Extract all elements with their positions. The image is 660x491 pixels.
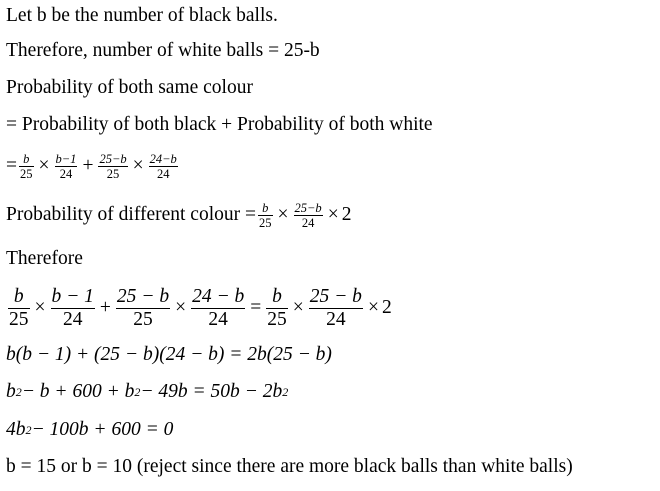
numerator: 25−b bbox=[294, 200, 322, 215]
fraction-25-minus-b-over-24 bbox=[294, 201, 323, 230]
line-quadratic: 4b 2 − 100b + 600 = 0 bbox=[6, 419, 174, 440]
denominator: 24 bbox=[62, 308, 83, 330]
line-expanded-squares: b 2 − b + 600 + b 2 − 49b = 50b − 2b 2 bbox=[6, 381, 289, 402]
fraction-25-minus-b-over-24 bbox=[309, 286, 363, 331]
denominator: 24 bbox=[301, 215, 315, 230]
times-sign: × bbox=[38, 155, 50, 176]
numerator: 24 − b bbox=[192, 285, 245, 307]
text-therefore: Therefore bbox=[6, 248, 83, 269]
denominator: 24 bbox=[156, 166, 170, 181]
fraction-b-minus-1-over-24 bbox=[51, 286, 95, 331]
times-sign: × bbox=[327, 204, 339, 225]
times-sign: × bbox=[132, 155, 144, 176]
times-sign: × bbox=[34, 297, 46, 318]
fraction-b-over-25 bbox=[19, 152, 34, 181]
term-end: − 49b = 50b − 2b bbox=[140, 381, 283, 402]
numerator: b bbox=[262, 200, 269, 215]
line-same-colour bbox=[6, 76, 253, 100]
text-same-colour: Probability of both same colour bbox=[6, 77, 253, 98]
line-different-colour bbox=[6, 196, 351, 234]
fraction-25-minus-b-over-25 bbox=[98, 152, 127, 181]
numerator: b bbox=[23, 151, 30, 166]
line-expanded-equation bbox=[6, 343, 332, 367]
times-sign: × bbox=[367, 297, 379, 318]
fraction-24-minus-b-over-24 bbox=[191, 286, 245, 331]
term-middle: − b + 600 + b bbox=[21, 381, 135, 402]
equals-sign: = bbox=[250, 297, 262, 318]
line-equation-setup bbox=[6, 283, 392, 333]
denominator: 25 bbox=[20, 166, 33, 181]
denominator: 25 bbox=[9, 308, 29, 330]
denominator: 25 bbox=[133, 308, 153, 330]
plus-sign: + bbox=[99, 297, 111, 318]
numerator: b − 1 bbox=[51, 285, 94, 307]
text-prob-black-white: = Probability of both black + Probability of both white bbox=[6, 114, 433, 135]
plus-sign: + bbox=[82, 155, 94, 176]
text-solution: b = 15 or b = 10 (reject since there are more black balls than white balls) bbox=[6, 456, 573, 477]
term-4b: 4b bbox=[6, 419, 26, 440]
denominator: 25 bbox=[267, 308, 287, 330]
fraction-b-over-25 bbox=[8, 286, 30, 331]
numerator: b−1 bbox=[55, 151, 77, 166]
denominator: 25 bbox=[259, 215, 272, 230]
denominator: 25 bbox=[106, 166, 120, 181]
factor-two: 2 bbox=[381, 297, 392, 318]
line-prob-black-white bbox=[6, 113, 433, 137]
times-sign: × bbox=[175, 297, 187, 318]
line-solution bbox=[6, 455, 573, 479]
term-b: b bbox=[6, 381, 16, 402]
term-rest: − 100b + 600 = 0 bbox=[31, 419, 174, 440]
text-white-balls: Therefore, number of white balls = 25-b bbox=[6, 40, 320, 61]
text-expanded-equation: b(b − 1) + (25 − b)(24 − b) = 2b(25 − b) bbox=[6, 344, 332, 365]
line-white-balls bbox=[6, 39, 320, 63]
fraction-25-minus-b-over-25 bbox=[116, 286, 170, 331]
text-let-b: Let b be the number of black balls. bbox=[6, 5, 278, 26]
numerator: 25−b bbox=[99, 151, 127, 166]
denominator: 24 bbox=[326, 308, 346, 330]
line-therefore bbox=[6, 247, 83, 271]
numerator: 25 − b bbox=[116, 285, 170, 307]
text-different-colour: Probability of different colour = bbox=[6, 204, 256, 225]
times-sign: × bbox=[292, 297, 304, 318]
factor-two: 2 bbox=[341, 204, 352, 225]
line-let-b bbox=[6, 4, 278, 28]
equals-sign: = bbox=[6, 155, 17, 176]
fraction-24-minus-b-over-24 bbox=[149, 152, 178, 181]
numerator: b bbox=[13, 285, 24, 307]
numerator: 25 − b bbox=[309, 285, 362, 307]
fraction-b-minus-1-over-24 bbox=[55, 152, 78, 181]
numerator: b bbox=[272, 285, 282, 307]
line-same-colour-fractions bbox=[6, 148, 180, 184]
denominator: 24 bbox=[59, 166, 73, 181]
fraction-b-over-25 bbox=[266, 286, 288, 331]
times-sign: × bbox=[277, 204, 289, 225]
numerator: 24−b bbox=[149, 151, 177, 166]
fraction-b-over-25 bbox=[258, 201, 273, 230]
denominator: 24 bbox=[208, 308, 228, 330]
